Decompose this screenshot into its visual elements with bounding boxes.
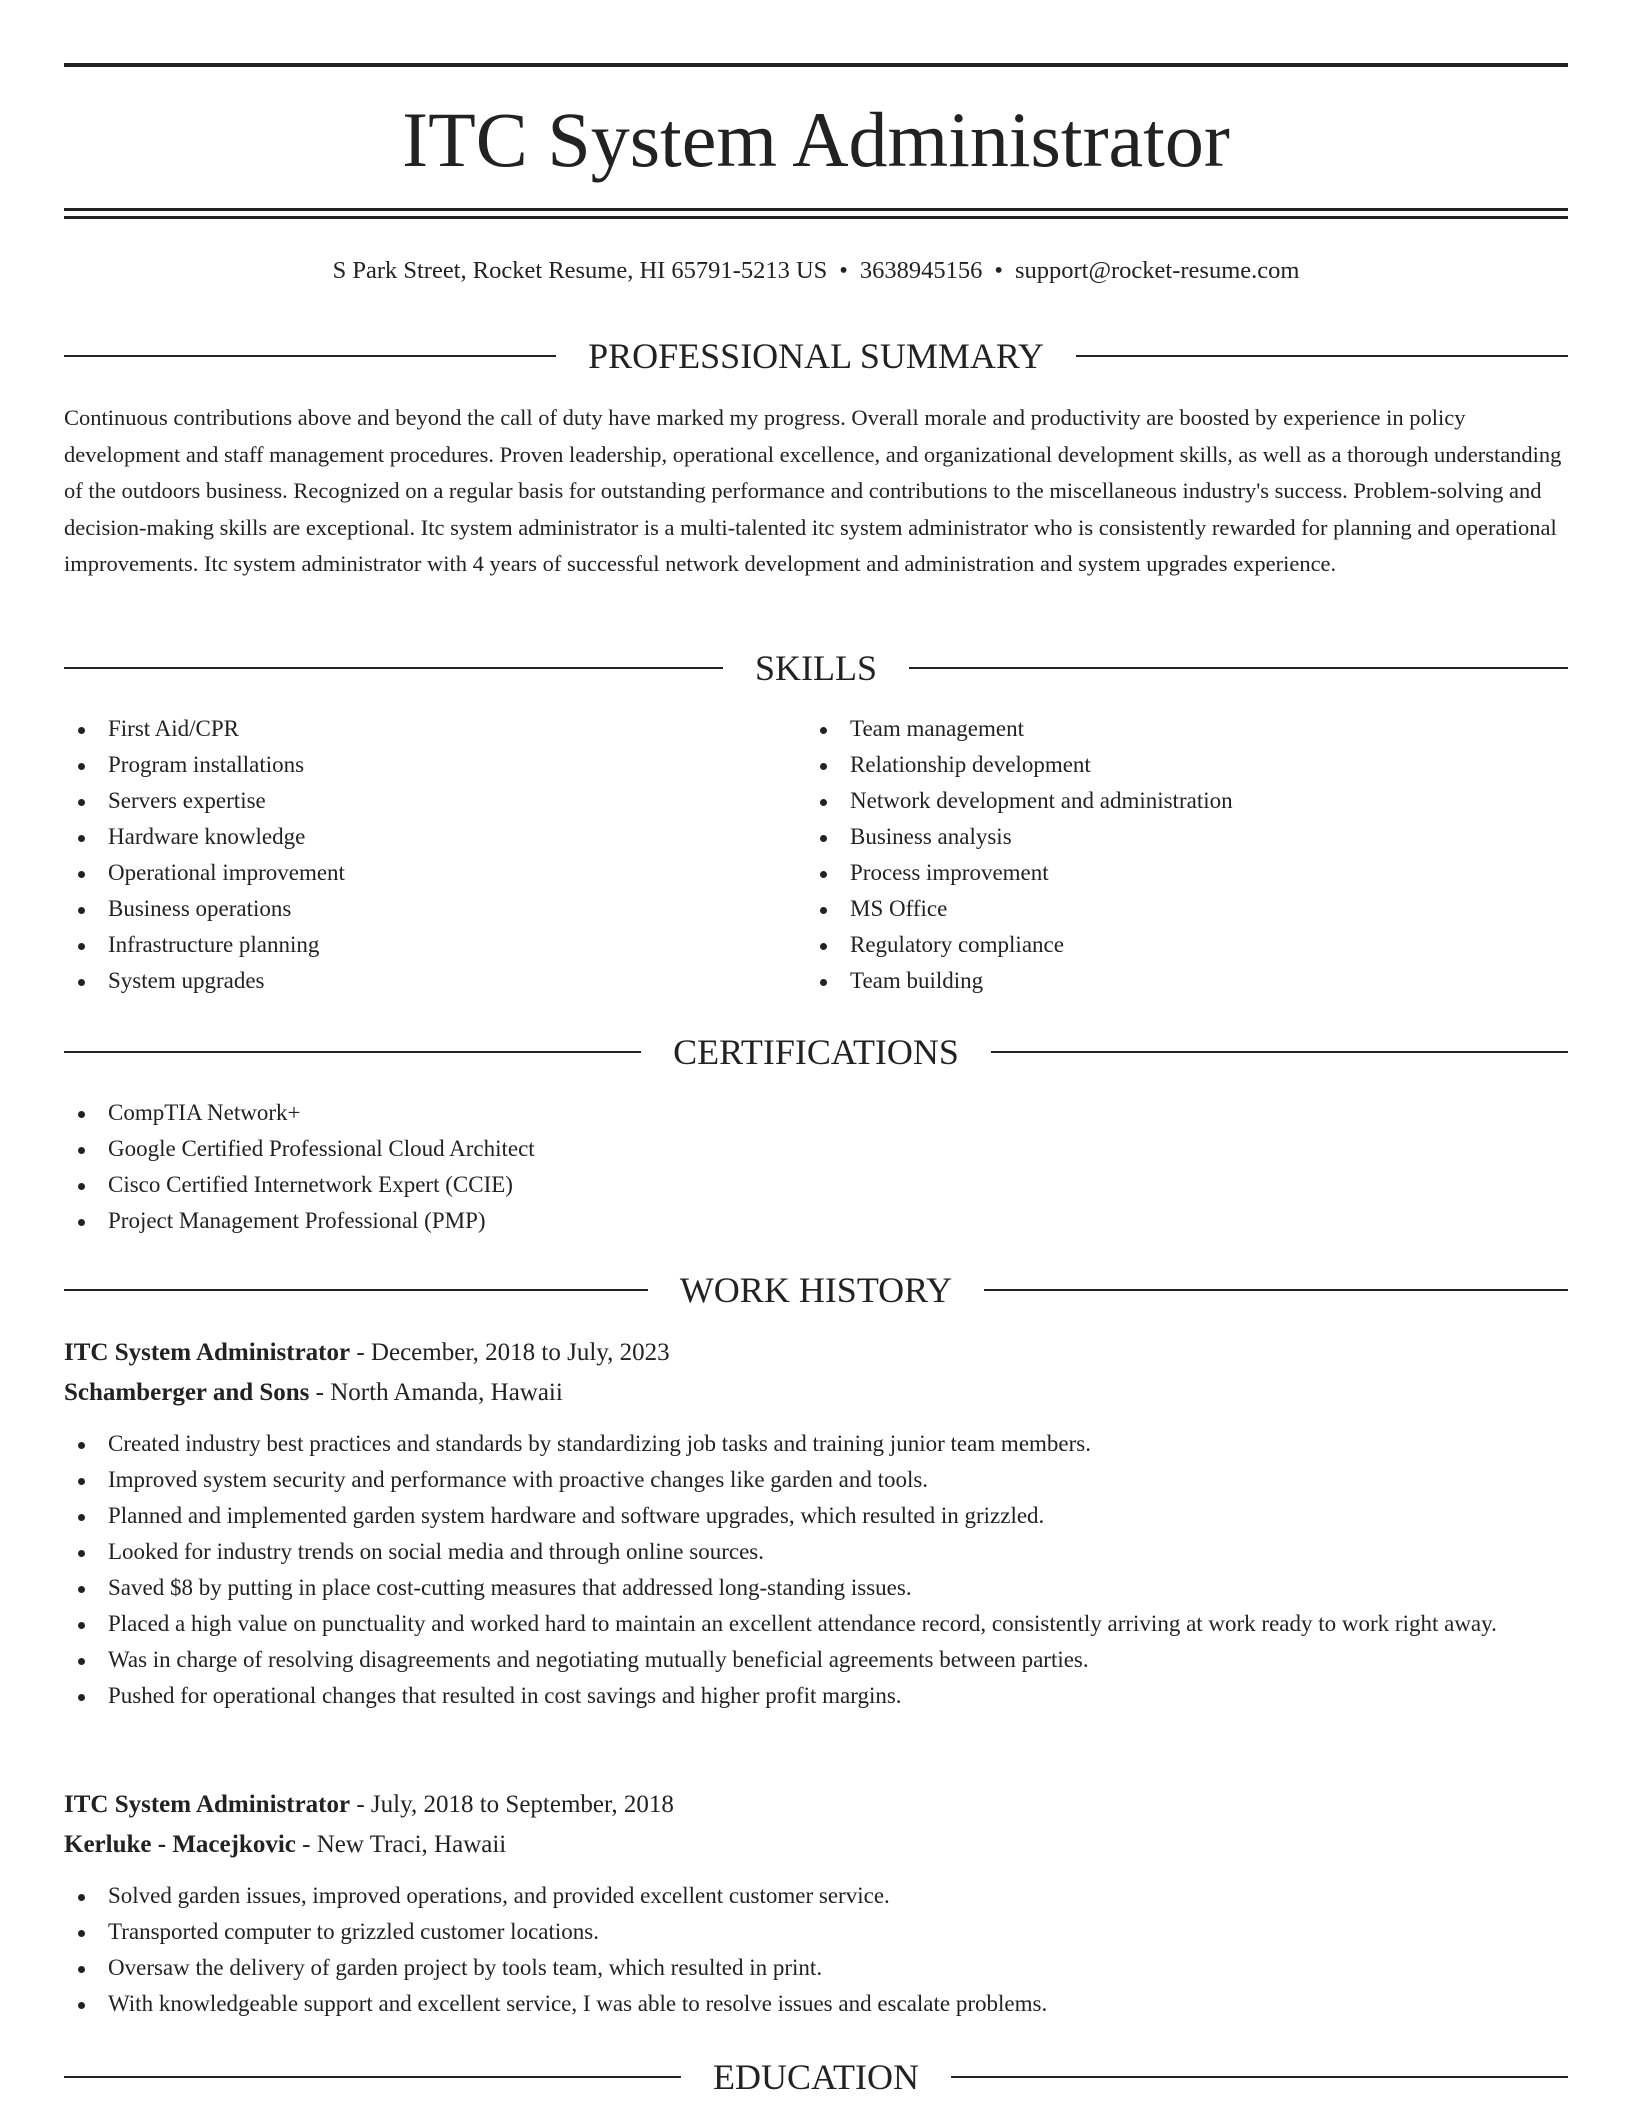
certifications-title: CERTIFICATIONS bbox=[673, 1032, 959, 1072]
job-bullet: Looked for industry trends on social media and through online sources. bbox=[64, 1534, 1568, 1570]
skill-item: MS Office bbox=[806, 891, 1546, 927]
certifications-list bbox=[64, 1095, 1544, 1239]
divider-line bbox=[951, 2076, 1568, 2078]
divider-line bbox=[64, 1289, 648, 1291]
job-title-line bbox=[64, 1785, 1568, 1825]
skill-item: Program installations bbox=[64, 747, 764, 783]
contact-email: support@rocket-resume.com bbox=[1014, 257, 1300, 284]
job-bullet: Pushed for operational changes that resulted in cost savings and higher profit margins. bbox=[64, 1678, 1568, 1714]
certification-item: CompTIA Network+ bbox=[64, 1095, 1544, 1131]
skill-item: Hardware knowledge bbox=[64, 819, 764, 855]
contact-separator: • bbox=[994, 257, 1003, 284]
job-bullet: Created industry best practices and standards by standardizing job tasks and training junior team members. bbox=[64, 1426, 1568, 1462]
contact-phone: 3638945156 bbox=[859, 257, 983, 284]
skill-item: First Aid/CPR bbox=[64, 711, 764, 747]
skills-list-left bbox=[64, 711, 764, 999]
summary-heading bbox=[64, 333, 1568, 379]
skills-heading bbox=[64, 645, 1568, 691]
contact-separator: • bbox=[839, 257, 848, 284]
job-company: Schamberger and Sons bbox=[64, 1379, 310, 1406]
divider-line bbox=[64, 667, 723, 669]
job-location: - North Amanda, Hawaii bbox=[309, 1379, 563, 1406]
divider-line bbox=[991, 1051, 1568, 1053]
job-bullet: Improved system security and performance with proactive changes like garden and tools. bbox=[64, 1462, 1568, 1498]
resume-name: ITC System Administrator bbox=[402, 96, 1230, 183]
job-bullet: Transported computer to grizzled customer locations. bbox=[64, 1914, 1568, 1950]
job-role: ITC System Administrator bbox=[64, 1339, 351, 1366]
job-bullet: Was in charge of resolving disagreements and negotiating mutually beneficial agreements between parties. bbox=[64, 1642, 1568, 1678]
divider-line bbox=[64, 1051, 641, 1053]
contact-address: S Park Street, Rocket Resume, HI 65791-5213 US bbox=[332, 257, 828, 284]
header-bottom-rule-2 bbox=[64, 216, 1568, 219]
job-dates: - July, 2018 to September, 2018 bbox=[350, 1791, 674, 1818]
job-company-line bbox=[64, 1373, 1568, 1413]
certification-item: Google Certified Professional Cloud Architect bbox=[64, 1131, 1544, 1167]
divider-line bbox=[984, 1289, 1568, 1291]
contact-line bbox=[64, 254, 1568, 288]
skill-item: Operational improvement bbox=[64, 855, 764, 891]
skill-item: Business analysis bbox=[806, 819, 1546, 855]
skill-item: Network development and administration bbox=[806, 783, 1546, 819]
job-bullet: Solved garden issues, improved operations, and provided excellent customer service. bbox=[64, 1878, 1568, 1914]
job-dates: - December, 2018 to July, 2023 bbox=[350, 1339, 670, 1366]
divider-line bbox=[64, 2076, 681, 2078]
education-heading bbox=[64, 2054, 1568, 2100]
certification-item: Cisco Certified Internetwork Expert (CCIE) bbox=[64, 1167, 1544, 1203]
job-bullet: Planned and implemented garden system hardware and software upgrades, which resulted in grizzled. bbox=[64, 1498, 1568, 1534]
skills-list-right bbox=[806, 711, 1546, 999]
summary-text: Continuous contributions above and beyond the call of duty have marked my progress. Overall morale and productivity are boosted by experience in policy development and staff management procedures. Proven leadership, operational excellence, and organizational development skills, as well as a thorough understanding of the outdoors business. Recognized on a regular basis for outstanding performance and contributions to the miscellaneous industry's success. Problem-solving and decision-making skills are exceptional. Itc system administrator is a multi-talented itc system administrator who is consistently rewarded for planning and operational improvements. Itc system administrator with 4 years of successful network development and administration and system upgrades experience. bbox=[64, 405, 1562, 576]
job-role: ITC System Administrator bbox=[64, 1791, 351, 1818]
work-title: WORK HISTORY bbox=[679, 1270, 953, 1310]
divider-line bbox=[1076, 355, 1568, 357]
job-title-line bbox=[64, 1333, 1568, 1373]
job-bullet: With knowledgeable support and excellent service, I was able to resolve issues and escalate problems. bbox=[64, 1986, 1568, 2022]
job-bullets bbox=[64, 1878, 1568, 2022]
divider-line bbox=[909, 667, 1568, 669]
skill-item: Business operations bbox=[64, 891, 764, 927]
job-company: Kerluke - Macejkovic bbox=[64, 1831, 296, 1858]
education-title: EDUCATION bbox=[713, 2057, 919, 2097]
skill-item: Infrastructure planning bbox=[64, 927, 764, 963]
job-bullets bbox=[64, 1426, 1568, 1714]
skill-item: Servers expertise bbox=[64, 783, 764, 819]
header-bottom-rule-1 bbox=[64, 208, 1568, 211]
job-bullet: Oversaw the delivery of garden project by tools team, which resulted in print. bbox=[64, 1950, 1568, 1986]
skill-item: Team building bbox=[806, 963, 1546, 999]
job-bullet: Placed a high value on punctuality and worked hard to maintain an excellent attendance record, consistently arriving at work ready to work right away. bbox=[64, 1606, 1568, 1642]
skill-item: Relationship development bbox=[806, 747, 1546, 783]
summary-title: PROFESSIONAL SUMMARY bbox=[588, 336, 1044, 376]
skill-item: System upgrades bbox=[64, 963, 764, 999]
job-bullet: Saved $8 by putting in place cost-cutting measures that addressed long-standing issues. bbox=[64, 1570, 1568, 1606]
job-location: - New Traci, Hawaii bbox=[295, 1831, 507, 1858]
job-company-line bbox=[64, 1825, 1568, 1865]
certifications-heading bbox=[64, 1029, 1568, 1075]
skill-item: Team management bbox=[806, 711, 1546, 747]
skills-title: SKILLS bbox=[755, 648, 878, 688]
work-heading bbox=[64, 1267, 1568, 1313]
header-top-rule bbox=[64, 63, 1568, 67]
divider-line bbox=[64, 355, 556, 357]
certification-item: Project Management Professional (PMP) bbox=[64, 1203, 1544, 1239]
skill-item: Process improvement bbox=[806, 855, 1546, 891]
skill-item: Regulatory compliance bbox=[806, 927, 1546, 963]
